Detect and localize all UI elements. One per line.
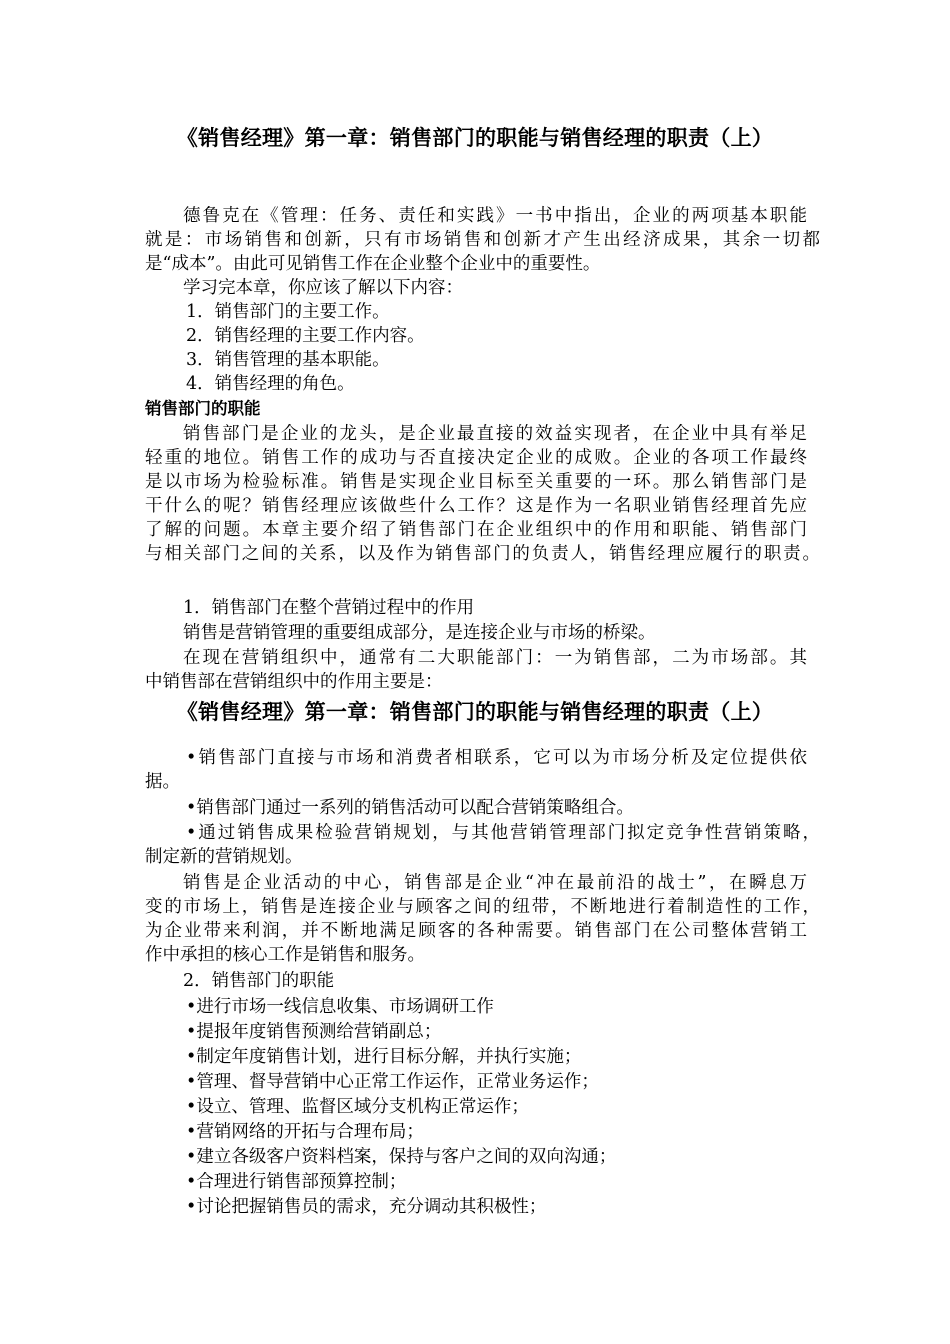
intro-line-2: 就是：市场销售和创新，只有市场销售和创新才产生出经济成果，其余一切都 [145,230,820,250]
function-item: •制定年度销售计划，进行目标分解，并执行实施； [186,1047,582,1067]
function-item: •合理进行销售部预算控制； [186,1172,407,1192]
section-para-line-1: 销售部门是企业的龙头，是企业最直接的效益实现者，在企业中具有举足 [183,424,807,444]
function-item: •建立各级客户资料档案，保持与客户之间的双向沟通； [186,1147,617,1167]
center-para-line-2: 变的市场上，销售是连接企业与顾客之间的纽带，不断地进行着制造性的工作， [145,897,820,917]
section-para-line-6: 与相关部门之间的关系，以及作为销售部门的负责人，销售经理应履行的职责。 [145,544,820,564]
section-para-line-4: 干什么的呢？销售经理应该做些什么工作？这是作为一名职业销售经理首先应 [145,496,807,516]
role-bullet-2: •销售部门通过一系列的销售活动可以配合营销策略组合。 [186,798,634,818]
objective-item: 3．销售管理的基本职能。 [186,350,390,370]
page-title: 《销售经理》第一章：销售部门的职能与销售经理的职责（上） [176,126,774,150]
function-item: •进行市场一线信息收集、市场调研工作 [186,997,494,1017]
role-bullet-1b: 据。 [145,772,180,792]
subsection-1-line-2: 在现在营销组织中，通常有二大职能部门：一为销售部，二为市场部。其 [183,648,807,668]
section-heading: 销售部门的职能 [145,399,261,418]
section-para-line-5: 了解的问题。本章主要介绍了销售部门在企业组织中的作用和职能、销售部门 [145,520,807,540]
function-item: •设立、管理、监督区域分支机构正常运作； [186,1097,529,1117]
subsection-2-heading: 2．销售部门的职能 [183,971,335,991]
subsection-1-line-3: 中销售部在营销组织中的作用主要是： [145,672,443,692]
center-para-line-4: 作中承担的核心工作是销售和服务。 [145,945,425,965]
intro-line-1: 德鲁克在《管理：任务、责任和实践》一书中指出，企业的两项基本职能 [183,206,807,226]
intro-line-4: 学习完本章，你应该了解以下内容： [183,278,463,298]
page-title-repeat: 《销售经理》第一章：销售部门的职能与销售经理的职责（上） [176,700,774,724]
function-item: •管理、督导营销中心正常工作运作，正常业务运作； [186,1072,599,1092]
center-para-line-3: 为企业带来利润，并不断地满足顾客的各种需要。销售部门在公司整体营销工 [145,921,807,941]
objective-item: 1．销售部门的主要工作。 [186,302,390,322]
function-item: •讨论把握销售员的需求，充分调动其积极性； [186,1197,547,1217]
section-para-line-2: 轻重的地位。销售工作的成功与否直接决定企业的成败。企业的各项工作最终 [145,448,807,468]
center-para-line-1: 销售是企业活动的中心，销售部是企业“冲在最前沿的战士”，在瞬息万 [183,873,807,893]
intro-line-3: 是“成本”。由此可见销售工作在企业整个企业中的重要性。 [145,254,601,274]
role-bullet-1a: •销售部门直接与市场和消费者相联系，它可以为市场分析及定位提供依 [186,748,807,768]
function-item: •营销网络的开拓与合理布局； [186,1122,424,1142]
subsection-1-heading: 1．销售部门在整个营销过程中的作用 [183,598,475,618]
objective-item: 4．销售经理的角色。 [186,374,355,394]
role-bullet-3a: •通过销售成果检验营销规划，与其他营销管理部门拟定竞争性营销策略， [186,823,820,843]
function-item: •提报年度销售预测给营销副总； [186,1022,442,1042]
objective-item: 2．销售经理的主要工作内容。 [186,326,425,346]
role-bullet-3b: 制定新的营销规划。 [145,847,303,867]
section-para-line-3: 是以市场为检验标准。销售是实现企业目标至关重要的一环。那么销售部门是 [145,472,807,492]
subsection-1-line-1: 销售是营销管理的重要组成部分，是连接企业与市场的桥梁。 [183,623,656,643]
